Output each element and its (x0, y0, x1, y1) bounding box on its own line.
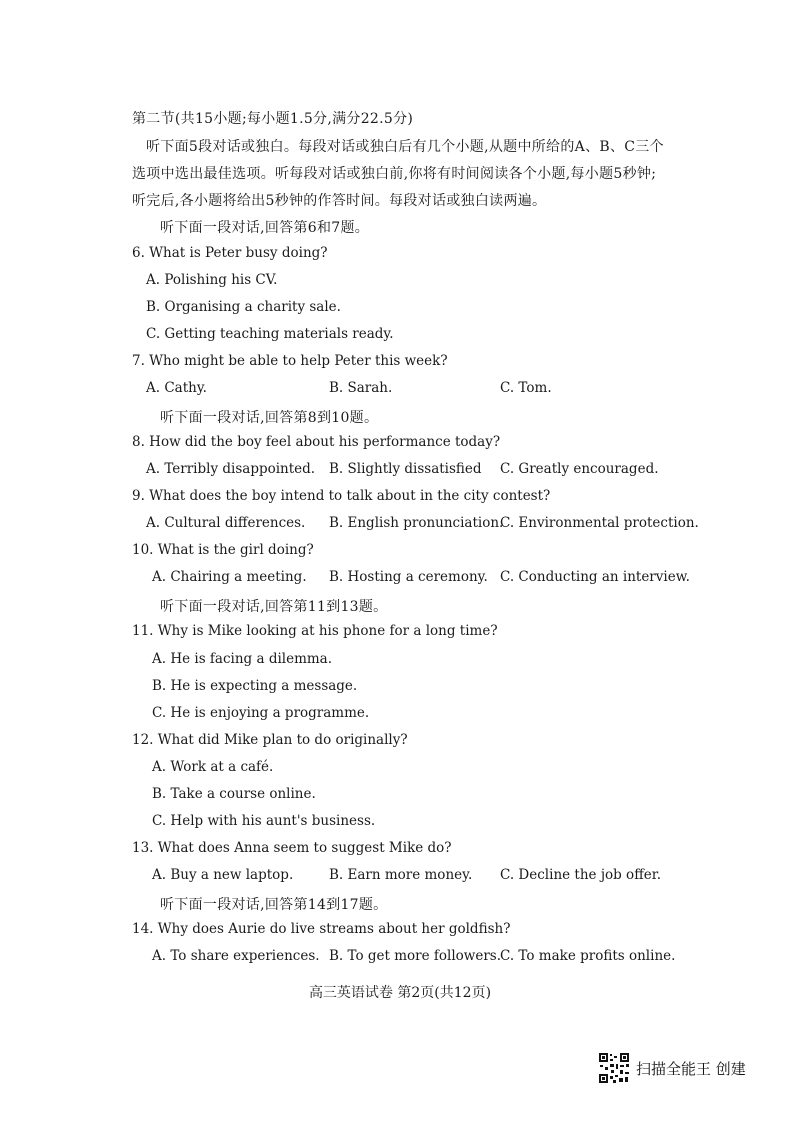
q11-option-a: A. He is facing a dilemma. (152, 651, 333, 667)
q12-option-c: C. Help with his aunt's business. (152, 813, 376, 829)
question-6: 6. What is Peter busy doing? (132, 245, 328, 261)
q6-option-a: A. Polishing his CV. (146, 272, 278, 288)
question-7: 7. Who might be able to help Peter this week? (132, 353, 448, 369)
q7-option-a: A. Cathy. (146, 380, 207, 396)
scanner-watermark (598, 1052, 746, 1084)
q9-option-a: A. Cultural differences. (146, 515, 306, 531)
instructions-line-2: 选项中选出最佳选项。听每段对话或独白前,你将有时间阅读各个小题,每小题5秒钟; (132, 166, 657, 182)
q6-option-b: B. Organising a charity sale. (146, 299, 341, 315)
question-8: 8. How did the boy feel about his performance today? (132, 434, 501, 450)
q10-option-a: A. Chairing a meeting. (152, 569, 307, 585)
question-14: 14. Why does Aurie do live streams about her goldfish? (132, 921, 511, 937)
question-10: 10. What is the girl doing? (132, 542, 314, 558)
q8-option-b: B. Slightly dissatisfied (329, 461, 482, 477)
q12-option-b: B. Take a course online. (152, 786, 316, 802)
q13-option-b: B. Earn more money. (329, 867, 473, 883)
q14-option-c: C. To make profits online. (500, 948, 676, 964)
page-footer: 高三英语试卷 第2页(共12页) (308, 985, 492, 1001)
q8-option-a: A. Terribly disappointed. (146, 461, 316, 477)
q14-option-a: A. To share experiences. (152, 948, 320, 964)
q9-option-b: B. English pronunciation. (329, 515, 504, 531)
group-instruction: 听下面一段对话,回答第8到10题。 (160, 410, 379, 426)
qr-code-icon (598, 1052, 630, 1084)
question-12: 12. What did Mike plan to do originally? (132, 732, 408, 748)
q12-option-a: A. Work at a café. (152, 759, 274, 775)
instructions-line-3: 听完后,各小题将给出5秒钟的作答时间。每段对话或独白读两遍。 (132, 193, 547, 209)
q7-option-c: C. Tom. (500, 380, 552, 396)
q10-option-c: C. Conducting an interview. (500, 569, 690, 585)
group-instruction: 听下面一段对话,回答第14到17题。 (160, 897, 388, 913)
q6-option-c: C. Getting teaching materials ready. (146, 326, 394, 342)
question-13: 13. What does Anna seem to suggest Mike do? (132, 840, 452, 856)
q11-option-c: C. He is enjoying a programme. (152, 705, 370, 721)
group-instruction: 听下面一段对话,回答第11到13题。 (160, 599, 388, 615)
q11-option-b: B. He is expecting a message. (152, 678, 358, 694)
question-11: 11. Why is Mike looking at his phone for a long time? (132, 623, 498, 639)
section-title: 第二节(共15小题;每小题1.5分,满分22.5分) (132, 111, 414, 127)
watermark-text: 扫描全能王 创建 (636, 1059, 746, 1078)
instructions-line-1: 听下面5段对话或独白。每段对话或独白后有几个小题,从题中所给的A、B、C三个 (146, 139, 664, 155)
q8-option-c: C. Greatly encouraged. (500, 461, 659, 477)
q13-option-a: A. Buy a new laptop. (152, 867, 294, 883)
q7-option-b: B. Sarah. (329, 380, 393, 396)
question-9: 9. What does the boy intend to talk about in the city contest? (132, 488, 551, 504)
q9-option-c: C. Environmental protection. (500, 515, 699, 531)
q10-option-b: B. Hosting a ceremony. (329, 569, 488, 585)
group-instruction: 听下面一段对话,回答第6和7题。 (160, 220, 370, 236)
q14-option-b: B. To get more followers. (329, 948, 501, 964)
q13-option-c: C. Decline the job offer. (500, 867, 662, 883)
